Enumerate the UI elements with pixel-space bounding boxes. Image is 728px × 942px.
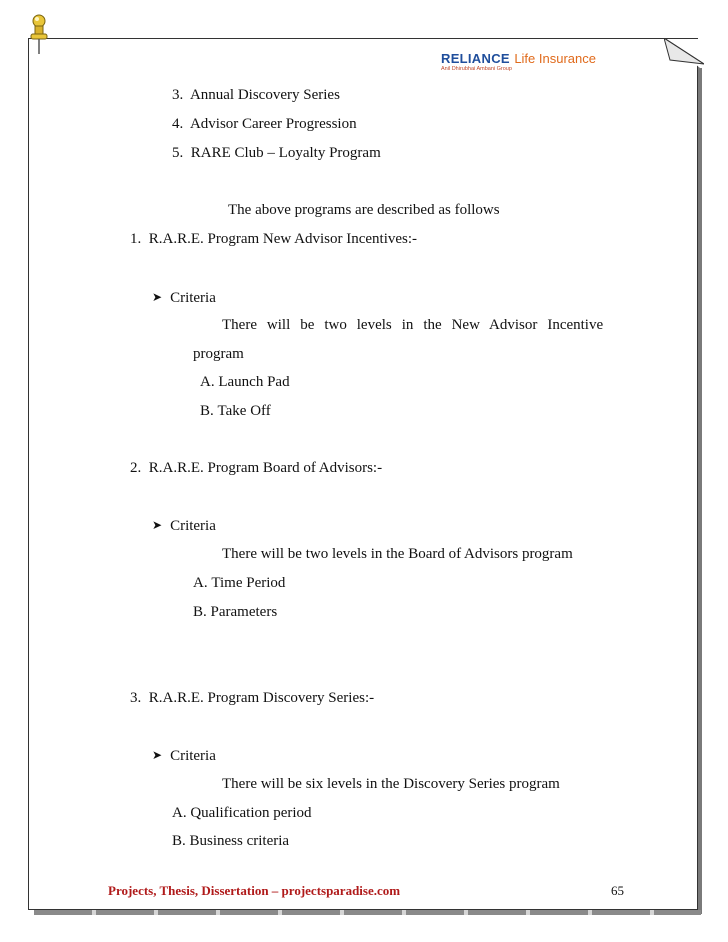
- list-item: [172, 87, 340, 104]
- sub-list-item: [172, 833, 289, 850]
- arrow-bullet-icon: ➤: [152, 290, 163, 304]
- intro-text: The above programs are described as follows: [228, 202, 500, 218]
- section-number: 3.: [130, 690, 142, 706]
- criteria-description-cont: program: [193, 346, 244, 362]
- sub-list-letter: B.: [200, 403, 214, 419]
- criteria-description: There will be two levels in the Board of Advisors program: [222, 546, 573, 562]
- criteria-label: Criteria: [170, 518, 216, 534]
- page-shadow-right: [698, 66, 702, 914]
- sub-list-text: Time Period: [211, 575, 286, 591]
- criteria-bullet: [152, 747, 216, 765]
- list-number: 3.: [172, 87, 184, 103]
- section-number: 2.: [130, 460, 142, 476]
- sub-list-item: [193, 604, 277, 621]
- sub-list-letter: B.: [193, 604, 207, 620]
- list-item: [172, 145, 381, 162]
- section-title: R.A.R.E. Program New Advisor Incentives:-: [148, 231, 418, 247]
- section-title: R.A.R.E. Program Board of Advisors:-: [148, 460, 383, 476]
- sub-list-item: [200, 403, 271, 420]
- sub-list-item: [172, 805, 312, 822]
- criteria-bullet: [152, 289, 216, 307]
- sub-list-text: Launch Pad: [218, 374, 290, 390]
- logo-life-insurance-text: Life Insurance: [514, 51, 596, 66]
- list-text: Advisor Career Progression: [189, 116, 357, 132]
- sub-list-letter: A.: [200, 374, 215, 390]
- section-number: 1.: [130, 231, 142, 247]
- list-text: Annual Discovery Series: [189, 87, 340, 103]
- arrow-bullet-icon: ➤: [152, 518, 163, 532]
- criteria-label: Criteria: [170, 290, 216, 306]
- section-title: R.A.R.E. Program Discovery Series:-: [148, 690, 375, 706]
- list-text: RARE Club – Loyalty Program: [190, 145, 381, 161]
- arrow-bullet-icon: ➤: [152, 748, 163, 762]
- sub-list-item: [193, 575, 285, 592]
- criteria-description: There will be six levels in the Discovery Series program: [222, 776, 560, 792]
- sub-list-text: Business criteria: [189, 833, 290, 849]
- section-heading: [130, 690, 374, 707]
- page-number: 65: [611, 883, 624, 898]
- section-heading: [130, 231, 417, 248]
- criteria-description: There will be two levels in the New Advisor Incentive: [222, 317, 604, 333]
- list-number: 4.: [172, 116, 184, 132]
- pushpin-icon: [26, 14, 52, 56]
- list-item: [172, 116, 357, 133]
- logo-subtitle: Anil Dhirubhai Ambani Group: [441, 66, 512, 72]
- logo-brand-text: RELIANCE: [441, 51, 510, 66]
- sub-list-letter: A.: [172, 805, 187, 821]
- page-shadow-bottom: [34, 910, 701, 915]
- criteria-bullet: [152, 517, 216, 535]
- sub-list-letter: A.: [193, 575, 208, 591]
- sub-list-text: Take Off: [217, 403, 271, 419]
- page-fold-corner-icon: [664, 38, 704, 68]
- criteria-label: Criteria: [170, 748, 216, 764]
- footer-link-text: Projects, Thesis, Dissertation – projectsparadise.com: [108, 883, 401, 898]
- sub-list-letter: B.: [172, 833, 186, 849]
- list-number: 5.: [172, 145, 184, 161]
- reliance-logo: [441, 50, 596, 72]
- sub-list-text: Qualification period: [190, 805, 312, 821]
- sub-list-text: Parameters: [210, 604, 278, 620]
- sub-list-item: [200, 374, 290, 391]
- section-heading: [130, 460, 382, 477]
